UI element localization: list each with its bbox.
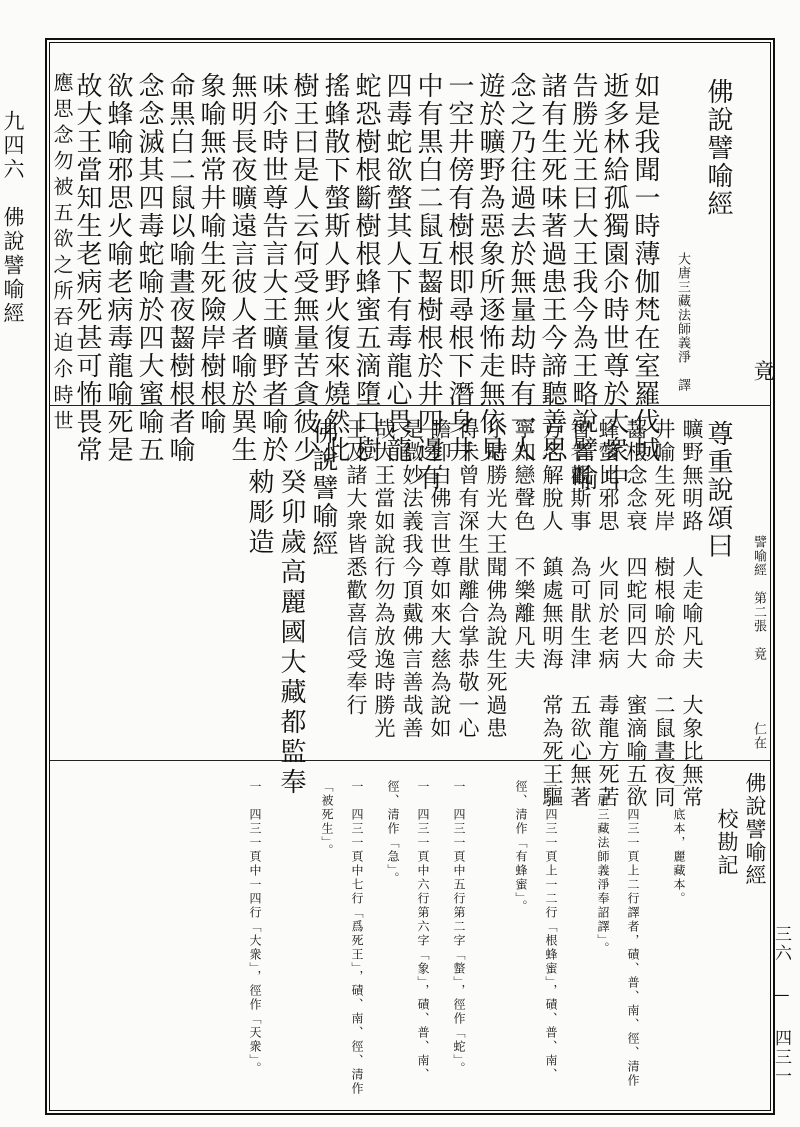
colophon-line: 癸卯歲高麗國大藏都監奉: [276, 468, 306, 798]
note-item: 一 四三一頁中六行第六字「象」，磧、普、南、徑、清作「急」。: [386, 780, 430, 1082]
sutra-column: 象喻無常井喻生死險岸樹根喻: [196, 72, 226, 436]
note-item: 一 四三一頁中一四行「大衆」，徑作「天衆」。: [248, 780, 262, 1076]
sutra-column: 逝多林給孤獨園尒時世尊於大衆中: [599, 72, 629, 492]
verse-title: 尊重說頌曰: [703, 420, 733, 560]
note-item: 一 底本，麗藏本。: [672, 780, 686, 906]
verse-column: 齧根念念衰 四蛇同四大 蜜滴喻五欲: [624, 418, 648, 809]
sutra-column: 命黒白二鼠以喻晝夜齧樹根者喻: [165, 72, 195, 464]
sutra-column: 搖蜂散下螫斯人野火復來燒然此: [320, 72, 350, 464]
sutra-column: 味尒時世尊告言大王曠野者喻於: [258, 72, 288, 464]
sutra-column: 蛇恐樹根斷樹根蜂蜜五滴墮口樹: [351, 72, 381, 464]
margin-right-label: 三六 — 四三一: [771, 925, 791, 1086]
sutra-column: 無明長夜曠遠言彼人者喻於異生: [227, 72, 257, 464]
sutra-column: 諸有生死味著過患王今諦聽善思: [537, 72, 567, 464]
verse-column: 方名解脫人 鎮處無明海 常為死王驅: [540, 418, 564, 809]
verse-column: 曠野無明路 人走喻凡夫 大象比無常: [680, 418, 704, 809]
sutra-column: 如是我聞一時薄伽梵在室羅伐城: [630, 72, 660, 464]
prose-column: 得未曾有深生猒離合掌恭敬一心: [456, 418, 480, 740]
translator-line: 大唐三藏法師義淨 譯: [675, 252, 690, 392]
verse-column: 井喻生死岸 樹根喻於命 二鼠晝夜同: [652, 418, 676, 809]
sutra-column: 應思念勿被五欲之所吞迫尒時世: [50, 72, 74, 436]
side-note: 譬喻經 第二張 竟: [751, 535, 766, 661]
note-item: 一 四三一頁上二行譯者，磧、普、南、徑、清作「唐三藏法師義淨奉詔譯」。: [596, 780, 640, 1088]
sutra-column: 樹王曰是人云何受無量苦貪彼少: [289, 72, 319, 464]
prose-column: 王及諸大衆皆悉歡喜信受奉行: [344, 418, 368, 717]
colophon-line: 勑彫造: [244, 468, 274, 558]
sutra-column: 故大王當知生老病死甚可怖畏常: [72, 72, 102, 464]
margin-left-label: 九四六 佛說譬喻經: [1, 110, 25, 326]
note-item: 一 四三一頁中五行第二字「螫」，徑作「蛇」。: [452, 780, 466, 1076]
prose-column: 尒時勝光大王聞佛為說生死過患: [484, 418, 508, 740]
end-title: 佛說譬喻經: [308, 418, 338, 558]
prose-column: 哉大王當如說行勿為放逸時勝光: [372, 418, 396, 740]
sutra-title: 佛說譬喻經: [703, 78, 733, 218]
sutra-column: 告勝光王曰大王我今為王略說譬喻: [568, 72, 598, 492]
notes-subtitle: 校勘記: [715, 808, 739, 877]
sutra-column: 四毒蛇欲螫其人下有毒龍心畏龍: [382, 72, 412, 464]
sutra-column: 遊於曠野為惡象所逐怖走無依見: [475, 72, 505, 464]
notes-title: 佛說譬喻經: [743, 772, 767, 887]
note-item: 一 四三一頁中七行「爲死王」，磧、南、徑、清作「被死生」。: [320, 780, 364, 1096]
verse-column: 智者觀斯事 為可猒生津 五欲心無著: [568, 418, 592, 809]
side-note-2: 仁在: [751, 722, 766, 750]
sutra-column: 欲蜂喻邪思火喻老病毒龍喻死是: [103, 72, 133, 464]
note-item: 一 四三一頁上一二行「根蜂蜜」，磧、普、南、徑、清作「有蜂蜜」。: [514, 780, 558, 1082]
verse-column: 蜂螫比邪思 火同於老病 毒龍方死苦: [596, 418, 620, 809]
prose-column: 是微妙法義我今頂戴佛言善哉善: [400, 418, 424, 740]
top-mark: 竟: [751, 360, 775, 383]
verse-column: 寧知戀聲色 不樂離凡夫: [512, 418, 536, 671]
sutra-column: 一空井傍有樹根即尋根下潛身井: [444, 72, 474, 464]
sutra-column: 中有黒白二鼠互齧樹根於井四邊有: [413, 72, 443, 492]
sutra-column: 念之乃往過去於無量劫時有一人: [506, 72, 536, 464]
sutra-column: 念念滅其四毒蛇喻於四大蜜喻五: [134, 72, 164, 464]
prose-column: 瞻仰白佛言世尊如來大慈為說如: [428, 418, 452, 740]
